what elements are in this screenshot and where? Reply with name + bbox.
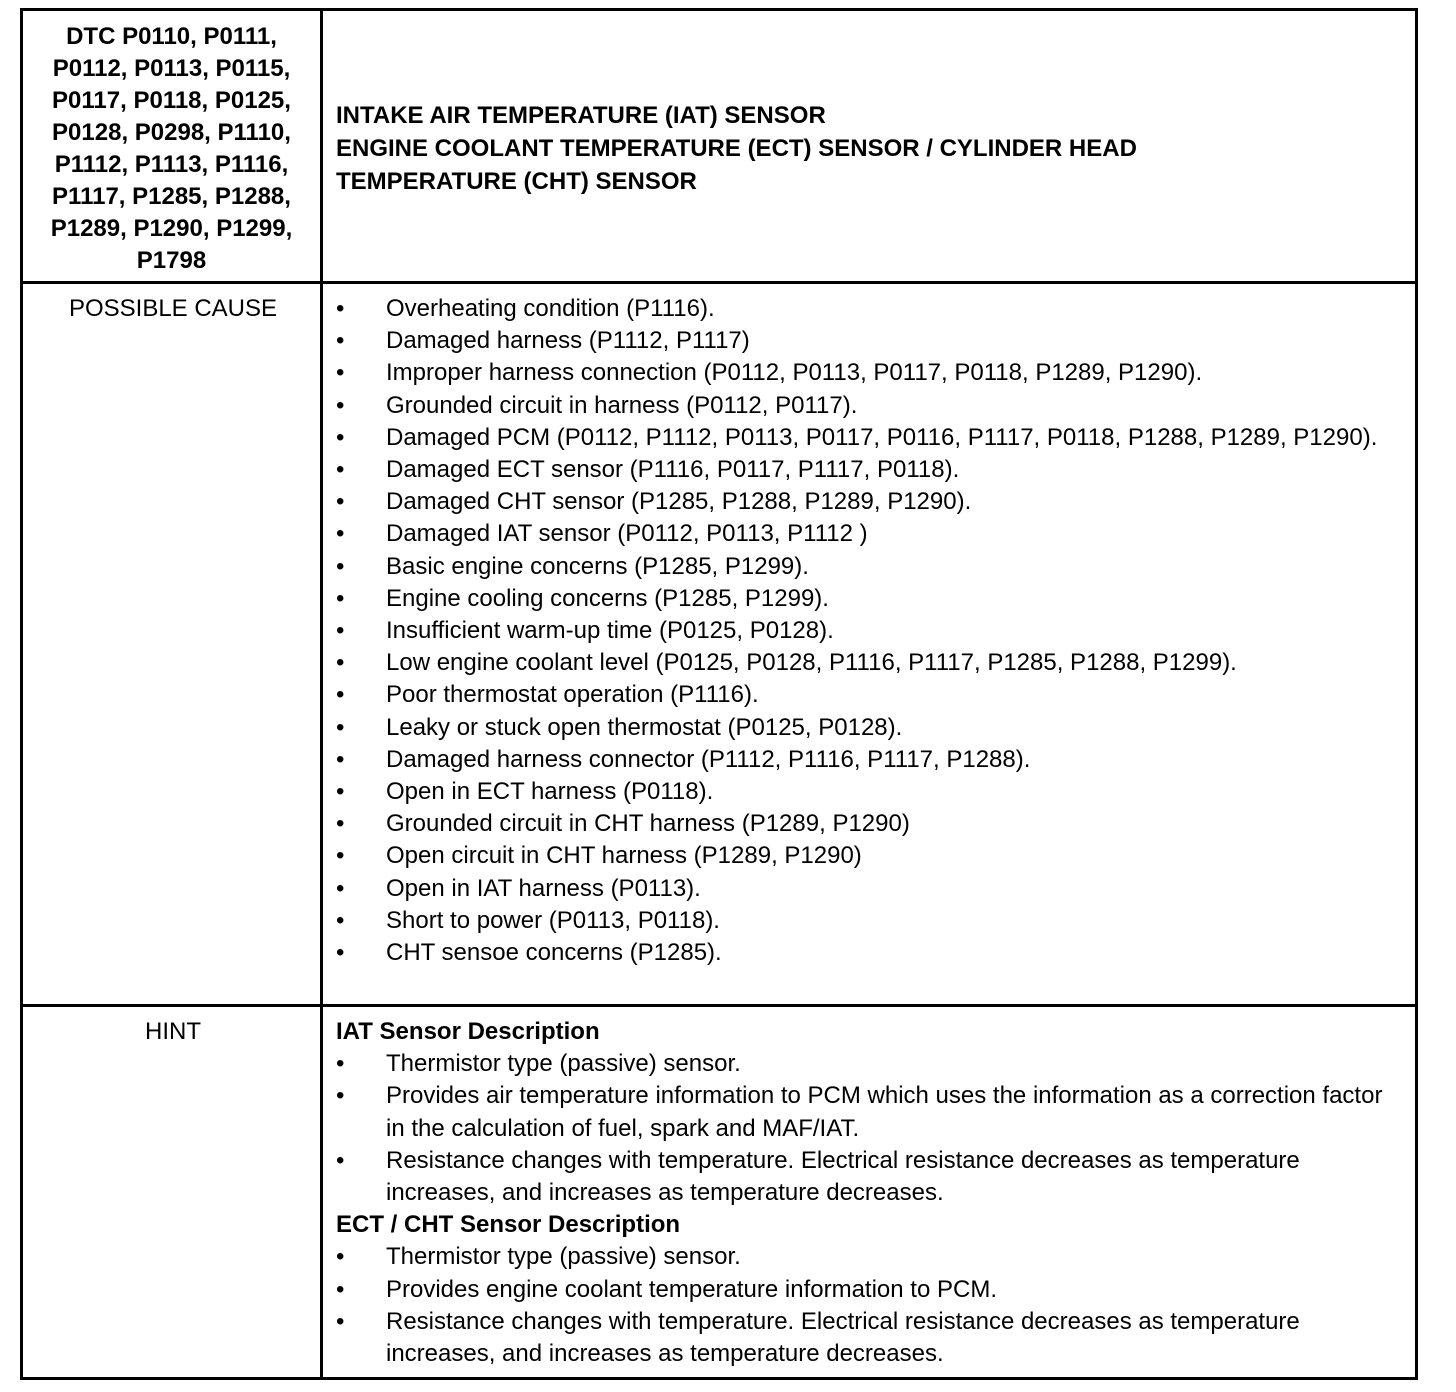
dtc-code-line: P1117, P1285, P1288, — [52, 183, 291, 210]
list-item — [336, 1306, 1403, 1370]
list-item — [336, 1048, 1403, 1080]
list-item — [336, 551, 1403, 583]
list-item — [336, 679, 1403, 711]
hint-row — [23, 1007, 1415, 1377]
title-line: ENGINE COOLANT TEMPERATURE (ECT) SENSOR / CYLINDER HEAD — [336, 135, 1137, 162]
list-item — [336, 1080, 1403, 1144]
list-item — [336, 1241, 1403, 1273]
list-item-text: Leaky or stuck open thermostat (P0125, P0128). — [386, 713, 903, 741]
list-item-text: Damaged harness (P1112, P1117) — [386, 327, 750, 355]
dtc-code-line: P1289, P1290, P1299, — [50, 215, 293, 242]
bullet-icon: • — [336, 906, 345, 934]
list-item — [336, 325, 1403, 357]
bullet-icon: • — [336, 681, 345, 709]
list-item — [336, 937, 1403, 969]
bullet-icon: • — [336, 1146, 345, 1174]
hint-label-cell — [23, 1007, 323, 1377]
bullet-icon: • — [336, 488, 345, 516]
title-cell — [323, 11, 1415, 281]
list-item-text: Grounded circuit in CHT harness (P1289, P1290) — [386, 810, 910, 838]
list-item-text: Resistance changes with temperature. Electrical resistance decreases as temperature increases, and increases as temperature decreases. — [386, 1146, 1300, 1207]
list-item-text: Poor thermostat operation (P1116). — [386, 681, 759, 709]
bullet-icon: • — [336, 874, 345, 902]
dtc-code-cell — [23, 11, 323, 281]
list-item — [336, 808, 1403, 840]
list-item — [336, 1274, 1403, 1306]
list-item-text: Basic engine concerns (P1285, P1299). — [386, 552, 809, 580]
iat-sensor-list — [336, 1048, 1403, 1209]
list-item — [336, 744, 1403, 776]
list-item — [336, 873, 1403, 905]
dtc-code-line: P1112, P1113, P1116, — [54, 151, 289, 178]
dtc-code-line: P1798 — [136, 247, 207, 274]
list-item — [336, 454, 1403, 486]
list-item-text: Damaged CHT sensor (P1285, P1288, P1289, P1290). — [386, 488, 972, 516]
list-item-text: Thermistor type (passive) sensor. — [386, 1243, 741, 1271]
bullet-icon: • — [336, 745, 345, 773]
list-item — [336, 905, 1403, 937]
hint-label: HINT — [145, 1018, 201, 1045]
bullet-icon: • — [336, 423, 345, 451]
list-item — [336, 1145, 1403, 1209]
list-item — [336, 840, 1403, 872]
ect-cht-sensor-heading: ECT / CHT Sensor Description — [336, 1211, 681, 1239]
possible-cause-row — [23, 284, 1415, 1007]
list-item-text: Short to power (P0113, P0118). — [386, 906, 720, 934]
bullet-icon: • — [336, 359, 345, 387]
list-item-text: Open in IAT harness (P0113). — [386, 874, 701, 902]
bullet-icon: • — [336, 1243, 345, 1271]
iat-sensor-heading: IAT Sensor Description — [336, 1018, 600, 1045]
list-item-text: Resistance changes with temperature. Electrical resistance decreases as temperature increases, and increases as temperature decreases. — [386, 1307, 1300, 1368]
bullet-icon: • — [336, 520, 345, 548]
list-item — [336, 712, 1403, 744]
list-item-text: Engine cooling concerns (P1285, P1299). — [386, 584, 829, 612]
list-item — [336, 390, 1403, 422]
dtc-code-line: P0112, P0113, P0115, — [52, 55, 291, 82]
possible-cause-list — [336, 293, 1403, 969]
possible-cause-label: POSSIBLE CAUSE — [68, 295, 278, 322]
bullet-icon: • — [336, 810, 345, 838]
bullet-icon: • — [336, 939, 345, 967]
hint-content-cell — [323, 1007, 1415, 1377]
dtc-code-line: P0117, P0118, P0125, — [52, 87, 291, 114]
bullet-icon: • — [336, 713, 345, 741]
title-line: TEMPERATURE (CHT) SENSOR — [336, 168, 697, 195]
page-title — [336, 99, 1137, 198]
possible-cause-label-cell — [23, 284, 323, 1004]
hint-body — [336, 1016, 1403, 1370]
title-line: INTAKE AIR TEMPERATURE (IAT) SENSOR — [336, 102, 826, 129]
list-item-text: Open circuit in CHT harness (P1289, P1290) — [386, 842, 862, 870]
list-item-text: Improper harness connection (P0112, P0113, P0117, P0118, P1289, P1290). — [386, 359, 1203, 387]
list-item — [336, 647, 1403, 679]
list-item-text: Open in ECT harness (P0118). — [386, 778, 714, 806]
bullet-icon: • — [336, 584, 345, 612]
bullet-icon: • — [336, 778, 345, 806]
list-item-text: Provides air temperature information to PCM which uses the information as a correction factor in the calculation of fuel, spark and MAF/IAT. — [386, 1082, 1383, 1142]
bullet-icon: • — [336, 327, 345, 355]
list-item-text: Low engine coolant level (P0125, P0128, P1116, P1117, P1285, P1288, P1299). — [386, 649, 1237, 677]
dtc-code-line: P0128, P0298, P1110, — [52, 119, 291, 146]
bullet-icon: • — [336, 391, 345, 419]
list-item — [336, 615, 1403, 647]
list-item — [336, 518, 1403, 550]
dtc-table — [20, 8, 1418, 1380]
bullet-icon: • — [336, 842, 345, 870]
bullet-icon: • — [336, 617, 345, 645]
list-item-text: Insufficient warm-up time (P0125, P0128). — [386, 617, 834, 645]
list-item — [336, 357, 1403, 389]
bullet-icon: • — [336, 1275, 345, 1303]
list-item — [336, 776, 1403, 808]
bullet-icon: • — [336, 552, 345, 580]
bullet-icon: • — [336, 1050, 345, 1078]
list-item-text: Thermistor type (passive) sensor. — [386, 1050, 741, 1078]
list-item-text: Damaged IAT sensor (P0112, P0113, P1112 ) — [386, 520, 868, 548]
list-item — [336, 583, 1403, 615]
dtc-code-line: DTC P0110, P0111, — [66, 23, 277, 50]
list-item — [336, 293, 1403, 325]
list-item-text: Overheating condition (P1116). — [386, 295, 715, 322]
list-item-text: Provides engine coolant temperature information to PCM. — [386, 1275, 997, 1303]
list-item-text: Damaged harness connector (P1112, P1116, P1117, P1288). — [386, 745, 1031, 773]
bullet-icon: • — [336, 1307, 345, 1335]
list-item-text: CHT sensoe concerns (P1285). — [386, 939, 722, 967]
bullet-icon: • — [336, 456, 345, 484]
list-item — [336, 422, 1403, 454]
list-item — [336, 486, 1403, 518]
bullet-icon: • — [336, 295, 345, 322]
possible-cause-content-cell — [323, 284, 1415, 1004]
list-item-text: Grounded circuit in harness (P0112, P0117). — [386, 391, 858, 419]
bullet-icon: • — [336, 649, 345, 677]
bullet-icon: • — [336, 1082, 345, 1110]
ect-cht-sensor-list — [336, 1241, 1403, 1370]
list-item-text: Damaged ECT sensor (P1116, P0117, P1117, P0118). — [386, 456, 960, 484]
list-item-text: Damaged PCM (P0112, P1112, P0113, P0117, P0116, P1117, P0118, P1288, P1289, P1290). — [386, 423, 1378, 451]
header-row — [23, 11, 1415, 284]
dtc-code-list — [29, 21, 314, 277]
